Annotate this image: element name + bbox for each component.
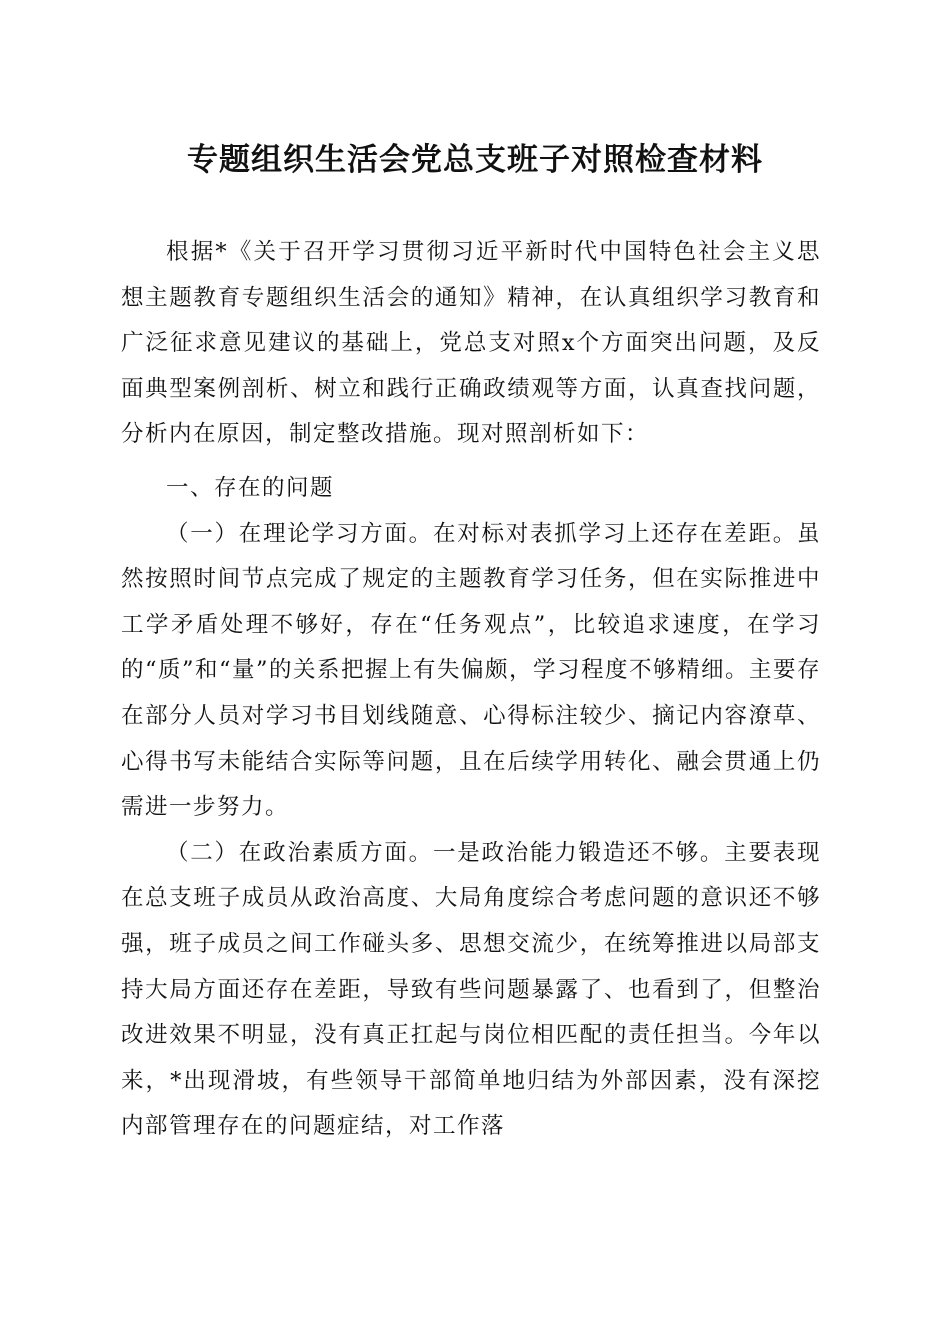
paragraph-lead-political-quality: （二）在政治素质方面。 xyxy=(166,839,433,866)
section-heading-problems: 一、存在的问题 xyxy=(166,474,335,501)
paragraph-theory-study xyxy=(121,512,821,831)
paragraph-political-quality xyxy=(121,831,821,1150)
paragraph-lead-theory-study: （一）在理论学习方面。 xyxy=(166,520,433,547)
document-title: 专题组织生活会党总支班子对照检查材料 xyxy=(187,142,763,178)
paragraph-body-theory-study: 在对标对表抓学习上还存在差距。虽然按照时间节点完成了规定的主题教育学习任务，但在实际推进中工学矛盾处理不够好，存在“任务观点”，比较追求速度，在学习的“质”和“量”的关系把握上有失偏颇，学习程度不够精细。主要存在部分人员对学习书目划线随意、心得标注较少、摘记内容潦草、心得书写未能结合实际等问题，且在后续学用转化、融会贯通上仍需进一步努力。 xyxy=(121,520,822,821)
document-body xyxy=(121,230,821,1150)
paragraph-body-political-quality: 一是政治能力锻造还不够。主要表现在总支班子成员从政治高度、大局角度综合考虑问题的意识还不够强，班子成员之间工作碰头多、思想交流少，在统筹推进以局部支持大局方面还存在差距，导致有些问题暴露了、也看到了，但整治改进效果不明显，没有真正扛起与岗位相匹配的责任担当。今年以来，*出现滑坡，有些领导干部简单地归结为外部因素，没有深挖内部管理存在的问题症结，对工作落 xyxy=(121,839,821,1140)
intro-paragraph: 根据*《关于召开学习贯彻习近平新时代中国特色社会主义思想主题教育专题组织生活会的通知》精神，在认真组织学习教育和广泛征求意见建议的基础上，党总支对照x个方面突出问题，及反面典型案例剖析、树立和践行正确政绩观等方面，认真查找问题，分析内在原因，制定整改措施。现对照剖析如下： xyxy=(121,239,821,448)
